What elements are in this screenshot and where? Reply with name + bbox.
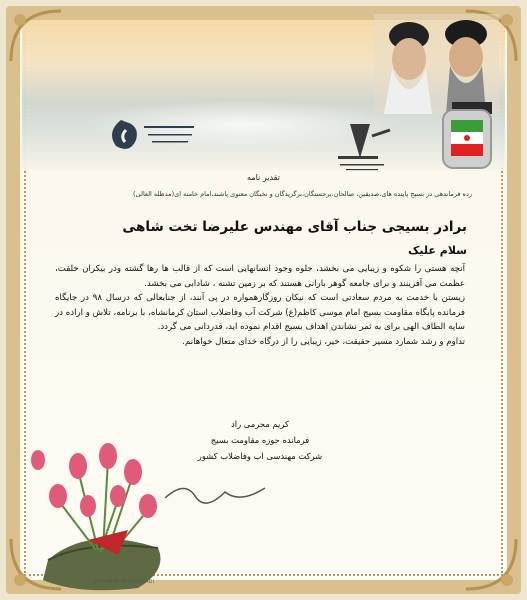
body-paragraph: تداوم و رشد شمارد مسیر حقیقت، خیر، زیبایی را از درگاه خدای متعال خواهانم. bbox=[182, 336, 465, 347]
water-company-logo bbox=[96, 112, 206, 172]
leaders-portrait-image bbox=[374, 14, 499, 114]
body-paragraph: آنچه هستی را شکوه و زیبایی می بخشد، جلوه وجود انسانهایی است که از قالب ها رها گشته ودر بیکران خلقت، عظمت می آفرینند و برای جامعه گوهر بارانی هستند که بر زمین تشنه ، شادابی می بخشد. bbox=[55, 264, 465, 289]
tulip-bouquet-image bbox=[18, 430, 188, 595]
signer-organization: شرکت مهندسی اب وفاضلاب کشور bbox=[197, 451, 323, 461]
certificate-title: تقدیر نامه bbox=[247, 173, 280, 182]
signer-position: فرمانده حوزه مقاومت بسیج bbox=[210, 435, 310, 445]
greeting: سلام علیک bbox=[408, 244, 467, 257]
basij-emblem-logo bbox=[330, 118, 400, 174]
corner-ornament-icon bbox=[461, 534, 521, 594]
designer-credit: DESIGNER MOHAMMADI bbox=[93, 580, 155, 585]
recipient-name: برادر بسیجی جناب آقای مهندس علیرضا تخت شاهی bbox=[122, 219, 467, 235]
invocation-line: رده فرماندهی در بسیج پاینده های،صدیقین، صالحان،برجستگان،برگزیدگان و نخبگان معنوی پاشند،امام خامنه ای(مدظله العالی) bbox=[133, 190, 472, 198]
body-paragraph: زیستن با خدمت به مردم سعادتی است که نیکان روزگارهمواره در پی آنند، از جنابعالی که درسال ۹۸ در جایگاه فرمانده پایگاه مقاومت بسیج امام موسی کاظم(ع) شرکت آب وفاضلاب استان کرمانشاه، با برنامه، تلاش و اراده در سایه الطاف الهی برای به ثمر نشاندن اهداف بسیج اقدام نموده اید، قدردانی می گردد. bbox=[55, 293, 465, 333]
flag-dogtag-image bbox=[437, 104, 497, 172]
corner-ornament-icon bbox=[6, 6, 66, 66]
signer-name: کریم محرمی راد bbox=[231, 419, 289, 429]
letter-body bbox=[55, 262, 465, 350]
